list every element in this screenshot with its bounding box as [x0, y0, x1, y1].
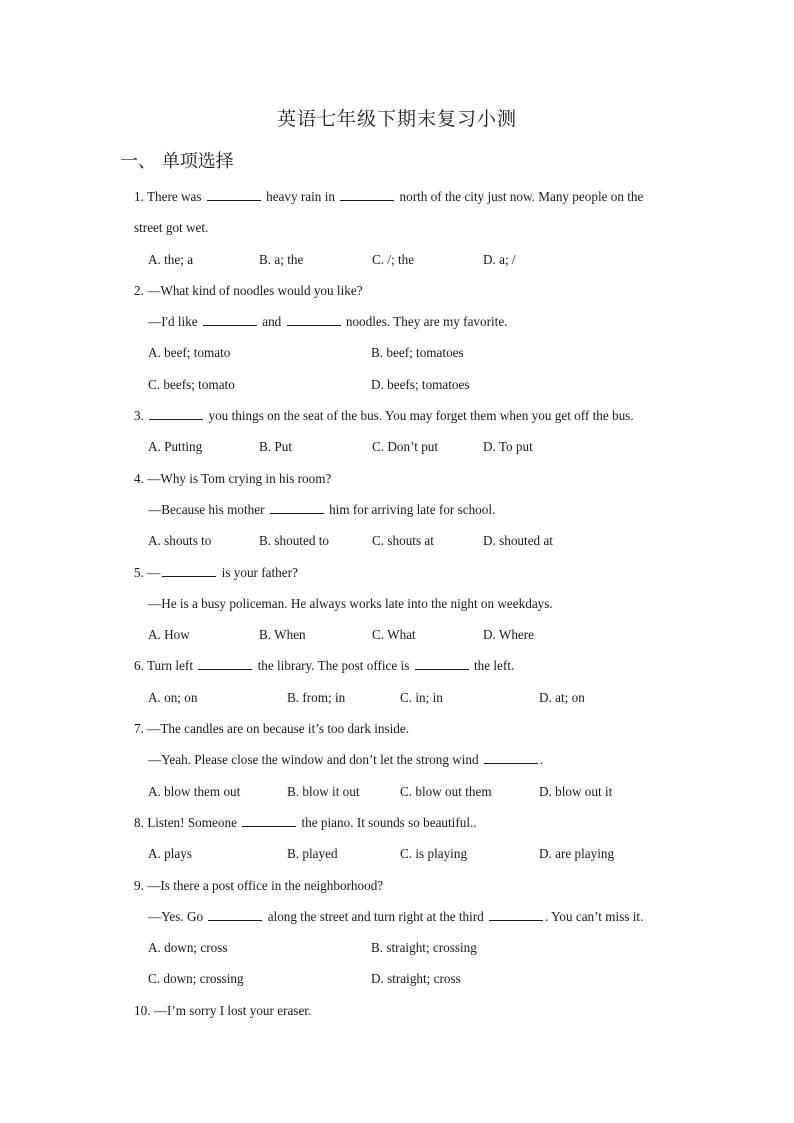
question-5-stem — [134, 557, 694, 588]
answer-blank — [207, 199, 261, 201]
option-c: C. Don’t put — [372, 439, 439, 455]
option-d: D. a; / — [483, 251, 516, 267]
question-text: heavy rain in — [266, 189, 335, 204]
question-8-options — [134, 838, 694, 869]
option-b: B. played — [287, 846, 338, 862]
page-title: 英语七年级下期末复习小测 — [276, 108, 517, 130]
question-text: north of the city just now. Many people on the — [399, 189, 644, 204]
question-2-stem: 2. —What kind of noodles would you like? — [134, 282, 363, 298]
question-text: noodles. They are my favorite. — [345, 314, 508, 330]
option-a: A. blow them out — [148, 783, 241, 799]
question-text: —Because his mother — [148, 501, 265, 517]
question-text: 1. There was — [134, 189, 202, 204]
question-4-reply — [134, 494, 694, 525]
option-d: D. are playing — [539, 846, 615, 862]
question-9-reply — [134, 901, 694, 932]
question-4-options — [134, 525, 694, 556]
answer-blank — [270, 512, 324, 514]
question-6-options — [134, 682, 694, 713]
option-c: C. in; in — [400, 689, 443, 705]
question-text: the library. The post office is — [257, 658, 410, 674]
question-text: —Yeah. Please close the window and don’t let the strong wind — [148, 752, 479, 768]
question-2-reply — [134, 306, 694, 337]
option-a: A. shouts to — [148, 533, 212, 549]
question-1-stem-cont: street got wet. — [134, 220, 209, 236]
answer-blank — [208, 919, 262, 921]
question-text: 8. Listen! Someone — [134, 814, 237, 830]
question-text: —I'd like — [148, 314, 198, 330]
option-b: B. shouted to — [259, 533, 329, 549]
answer-blank — [287, 324, 341, 326]
answer-blank — [203, 324, 257, 326]
question-text: . You can’t miss it. — [545, 908, 644, 924]
option-c: C. beefs; tomato — [148, 376, 235, 392]
option-b: B. beef; tomatoes — [371, 345, 464, 361]
question-5-options — [134, 619, 694, 650]
question-text: 5. — — [134, 564, 161, 580]
option-b: B. blow it out — [287, 783, 360, 799]
option-d: D. beefs; tomatoes — [371, 376, 470, 392]
question-text: you things on the seat of the bus. You may forget them when you get off the bus. — [208, 408, 634, 424]
option-a: A. Putting — [148, 439, 203, 455]
question-text: and — [262, 314, 282, 330]
question-7-reply — [134, 744, 694, 775]
question-list — [134, 181, 694, 1026]
question-text: along the street and turn right at the third — [267, 908, 484, 924]
question-3-options — [134, 431, 694, 462]
question-9-options-row1 — [134, 932, 694, 963]
answer-blank — [415, 668, 469, 670]
option-a: A. down; cross — [148, 940, 228, 956]
question-text: is your father? — [221, 564, 298, 580]
question-2-options-row2 — [134, 369, 694, 400]
question-9-options-row2 — [134, 963, 694, 994]
option-c: C. is playing — [400, 846, 468, 862]
option-a: A. beef; tomato — [148, 345, 231, 361]
question-9-stem: 9. —Is there a post office in the neighborhood? — [134, 877, 384, 893]
question-text: the piano. It sounds so beautiful.. — [301, 814, 477, 830]
section-heading: 一、 单项选择 — [120, 151, 234, 172]
question-6-stem — [134, 650, 694, 681]
answer-blank — [340, 199, 394, 201]
question-text: him for arriving late for school. — [329, 501, 496, 517]
option-b: B. Put — [259, 439, 292, 455]
option-c: C. What — [372, 627, 416, 643]
question-1-options — [134, 244, 694, 275]
answer-blank — [489, 919, 543, 921]
option-b: B. When — [259, 627, 306, 643]
answer-blank — [162, 575, 216, 577]
question-2-options-row1 — [134, 337, 694, 368]
question-7-stem: 7. —The candles are on because it’s too dark inside. — [134, 721, 410, 737]
option-c: C. down; crossing — [148, 971, 244, 987]
option-a: A. on; on — [148, 689, 198, 705]
option-c: C. shouts at — [372, 533, 434, 549]
option-d: D. blow out it — [539, 783, 613, 799]
answer-blank — [198, 668, 252, 670]
question-8-stem — [134, 807, 694, 838]
question-10-stem: 10. —I’m sorry I lost your eraser. — [134, 1002, 312, 1018]
option-c: C. blow out them — [400, 783, 492, 799]
answer-blank — [149, 418, 203, 420]
answer-blank — [242, 825, 296, 827]
question-text: 6. Turn left — [134, 658, 193, 674]
question-text: . — [539, 752, 544, 768]
option-d: D. Where — [483, 627, 535, 643]
question-text: the left. — [473, 658, 515, 674]
option-b: B. from; in — [287, 689, 346, 705]
option-d: D. shouted at — [483, 533, 553, 549]
option-d: D. To put — [483, 439, 533, 455]
option-c: C. /; the — [372, 251, 415, 267]
option-a: A. How — [148, 627, 190, 643]
question-1-stem — [134, 181, 694, 212]
option-a: A. plays — [148, 846, 192, 862]
option-b: B. straight; crossing — [371, 940, 477, 956]
option-b: B. a; the — [259, 251, 304, 267]
question-4-stem: 4. —Why is Tom crying in his room? — [134, 470, 332, 486]
question-text: 3. — [134, 408, 144, 424]
question-text: —Yes. Go — [148, 908, 204, 924]
option-d: D. straight; cross — [371, 971, 461, 987]
answer-blank — [484, 762, 538, 764]
question-3-stem — [134, 400, 694, 431]
option-d: D. at; on — [539, 689, 585, 705]
question-5-reply: —He is a busy policeman. He always works late into the night on weekdays. — [148, 595, 553, 611]
option-a: A. the; a — [148, 251, 194, 267]
question-7-options — [134, 776, 694, 807]
